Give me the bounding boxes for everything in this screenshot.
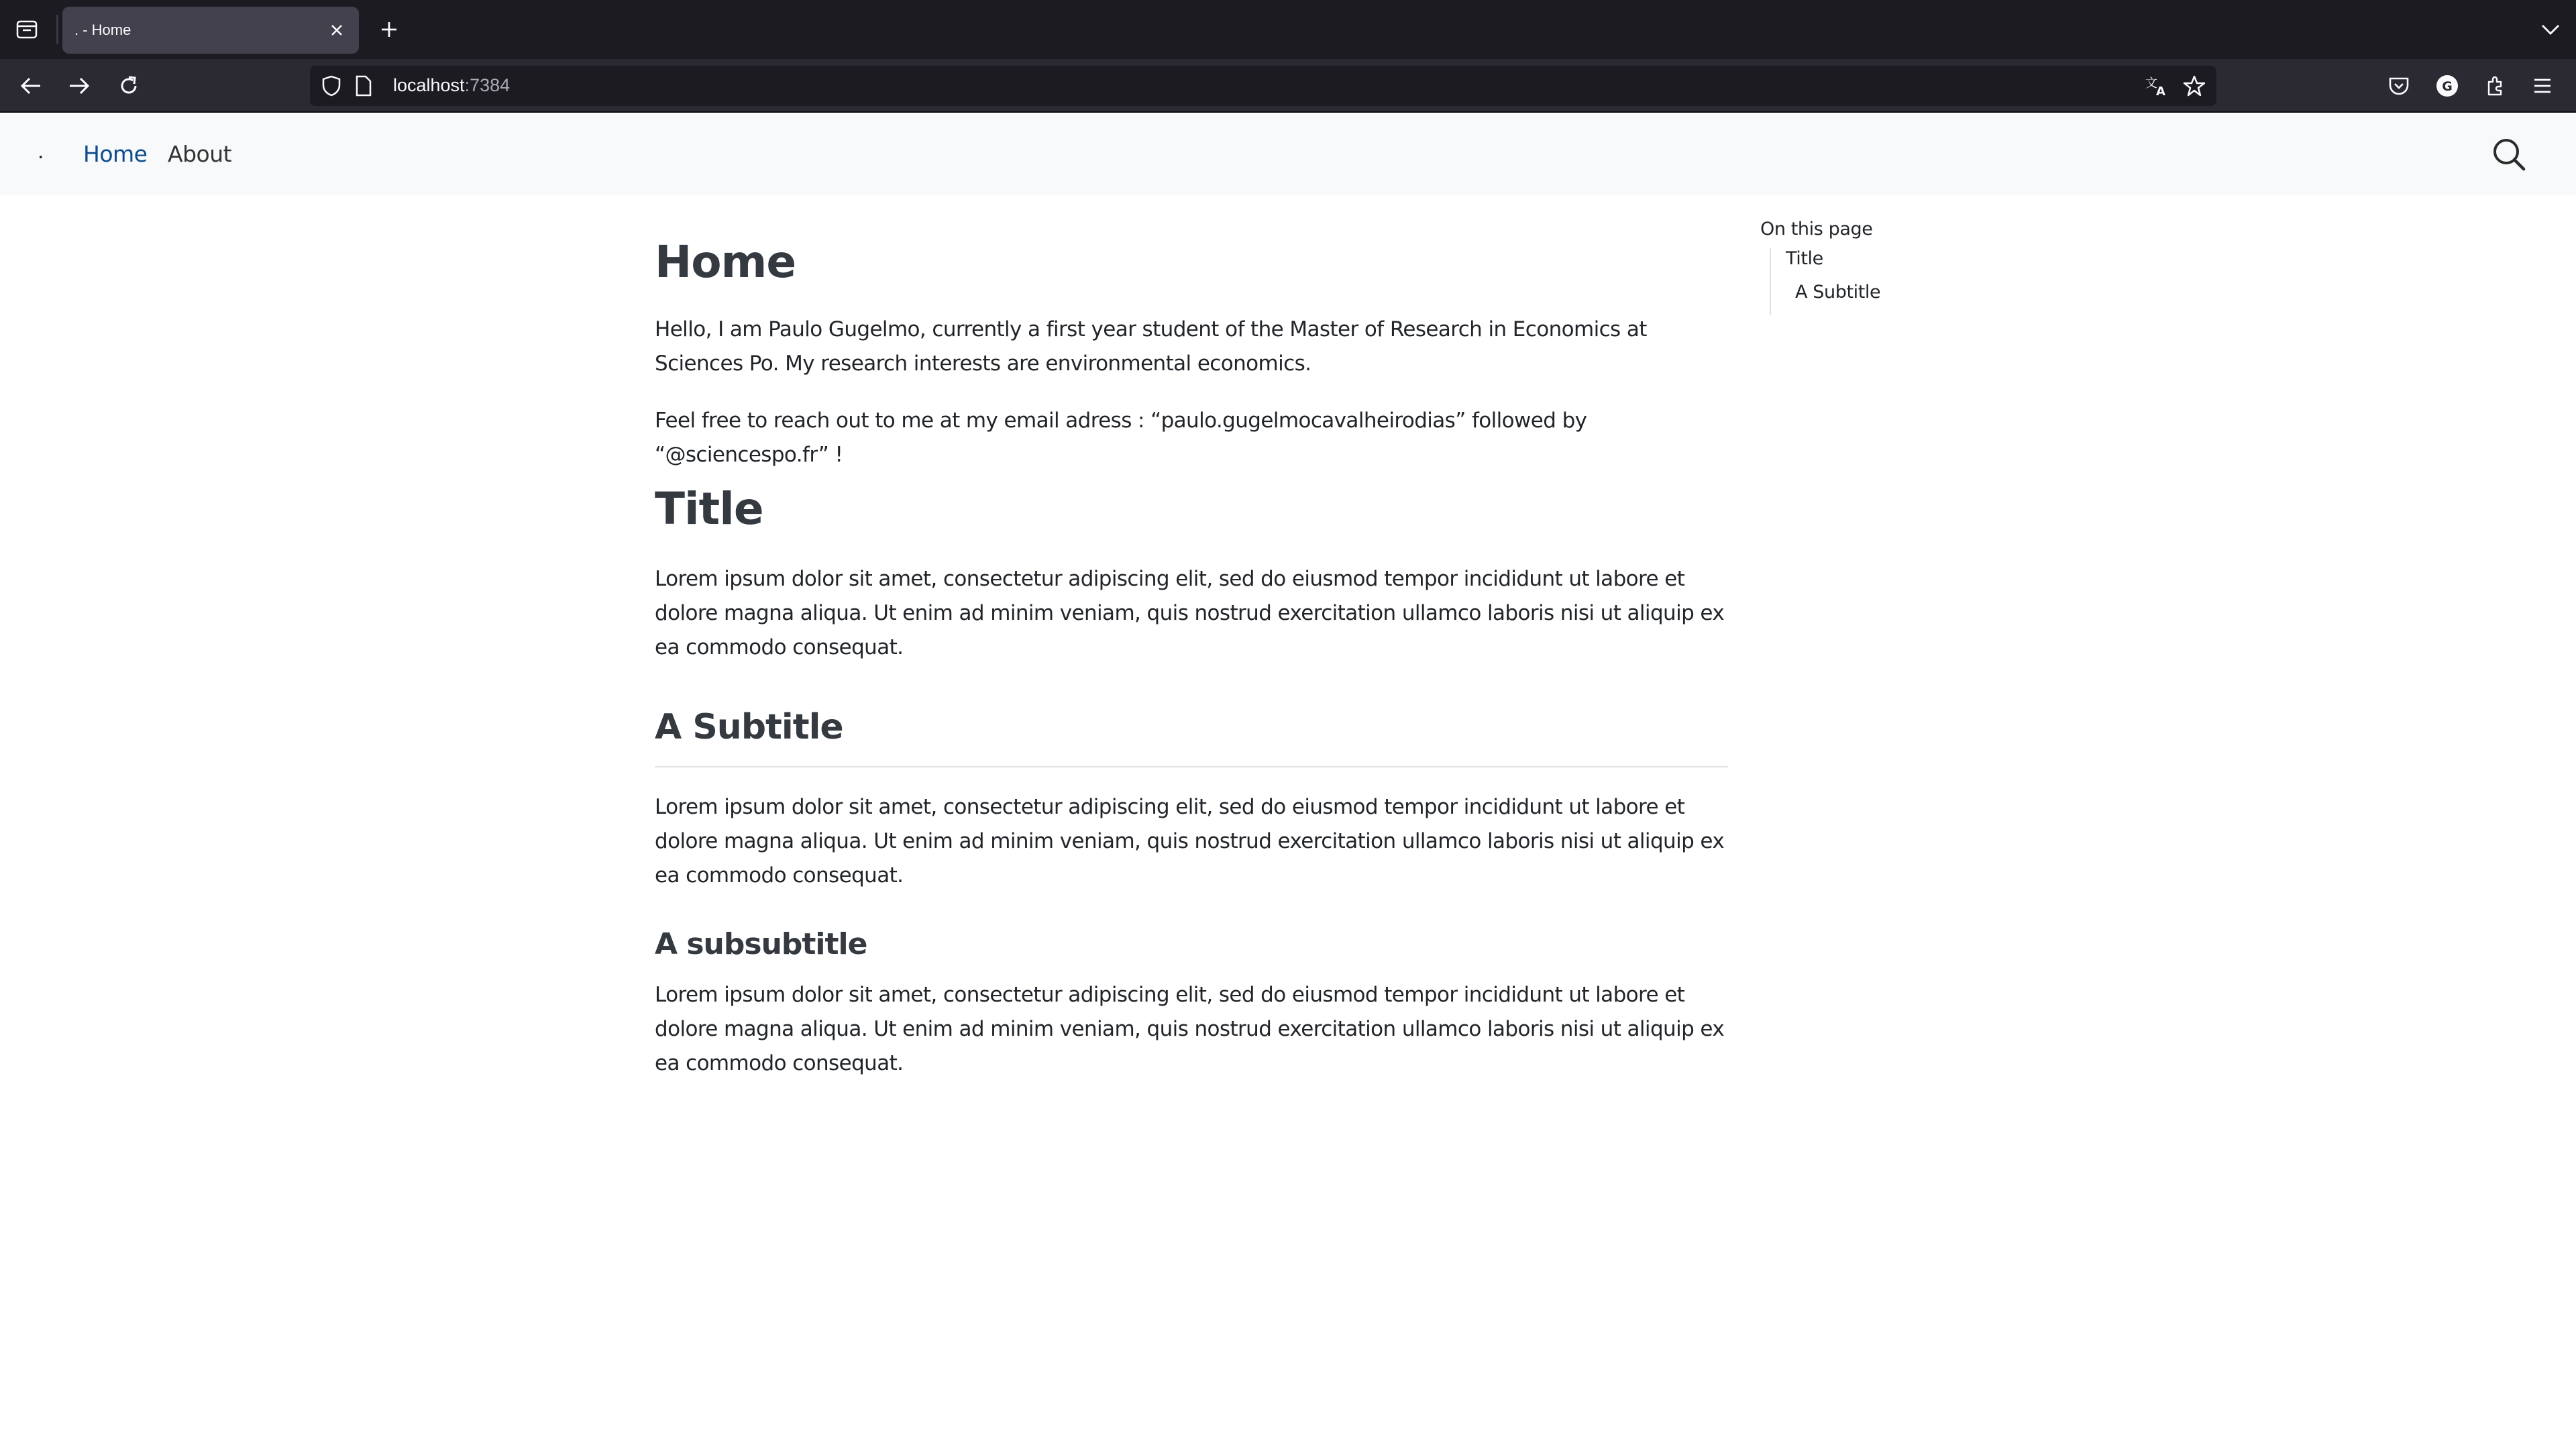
bookmark-star-icon[interactable]	[2183, 74, 2206, 101]
close-icon[interactable]	[327, 20, 347, 40]
toc-list	[1770, 248, 1971, 315]
svg-text:G: G	[2442, 79, 2453, 94]
reload-icon[interactable]	[114, 71, 144, 101]
back-icon[interactable]	[16, 71, 46, 101]
section-heading-title: Title	[655, 483, 763, 535]
extensions-icon[interactable]	[2481, 71, 2510, 101]
subsubtitle-paragraph: Lorem ipsum dolor sit amet, consectetur adipiscing elit, sed do eiusmod tempor incididunt ut labore et dolore magna aliqua. Ut enim ad minim veniam, quis nostrud exercitation ullamco laboris nisi ut aliquip ex ea commodo consequat.	[655, 983, 1725, 1075]
svg-text:文: 文	[2145, 76, 2157, 91]
url-host: localhost	[393, 75, 465, 95]
section-paragraph: Lorem ipsum dolor sit amet, consectetur adipiscing elit, sed do eiusmod tempor incididunt ut labore et dolore magna aliqua. Ut enim ad minim veniam, quis nostrud exercitation ullamco laboris nisi ut aliquip ex ea commodo consequat.	[655, 567, 1725, 659]
site-brand[interactable]: .	[38, 138, 44, 164]
shield-icon[interactable]	[322, 75, 341, 100]
site-navbar	[0, 114, 2576, 195]
toc-item-subtitle[interactable]: A Subtitle	[1795, 282, 1881, 303]
search-icon[interactable]	[2489, 134, 2529, 174]
browser-nav-bar	[0, 59, 2576, 113]
section-heading-subsubtitle: A subsubtitle	[655, 927, 867, 961]
pocket-icon[interactable]	[2384, 71, 2414, 101]
forward-icon[interactable]	[64, 71, 94, 101]
nav-link-about[interactable]: About	[168, 141, 232, 167]
tab-separator	[56, 15, 58, 44]
section-heading-subtitle: A Subtitle	[655, 707, 843, 747]
tab-title: . - Home	[74, 21, 131, 38]
url-text[interactable]	[393, 75, 510, 96]
nav-link-home[interactable]: Home	[83, 141, 148, 167]
svg-text:A: A	[2156, 85, 2165, 97]
subtitle-divider	[655, 766, 1728, 767]
intro-paragraph: Hello, I am Paulo Gugelmo, currently a first year student of the Master of Research in Economics at Sciences Po. My research interests are environmental economics.	[655, 317, 1647, 376]
contact-paragraph: Feel free to reach out to me at my email adress : “paulo.gugelmocavalheirodias” followed by “@sciencespo.fr” !	[655, 409, 1587, 467]
browser-tab-strip	[0, 0, 2576, 59]
menu-icon[interactable]	[2528, 71, 2557, 101]
url-bar[interactable]	[310, 66, 2216, 106]
page-icon[interactable]	[356, 75, 372, 100]
tab-home[interactable]	[62, 7, 359, 54]
toc-heading: On this page	[1760, 219, 1873, 239]
new-tab-icon[interactable]	[376, 16, 402, 43]
firefox-view-icon[interactable]	[12, 16, 42, 43]
url-port: :7384	[464, 75, 511, 95]
translate-icon[interactable]	[2145, 75, 2168, 100]
page-title: Home	[655, 236, 796, 288]
account-avatar-icon[interactable]	[2432, 71, 2462, 101]
table-of-contents	[1760, 219, 2029, 303]
toc-item-title[interactable]: Title	[1786, 248, 1823, 269]
subtitle-paragraph: Lorem ipsum dolor sit amet, consectetur adipiscing elit, sed do eiusmod tempor incididunt ut labore et dolore magna aliqua. Ut enim ad minim veniam, quis nostrud exercitation ullamco laboris nisi ut aliquip ex ea commodo consequat.	[655, 795, 1725, 888]
chevron-down-icon[interactable]	[2537, 16, 2564, 43]
